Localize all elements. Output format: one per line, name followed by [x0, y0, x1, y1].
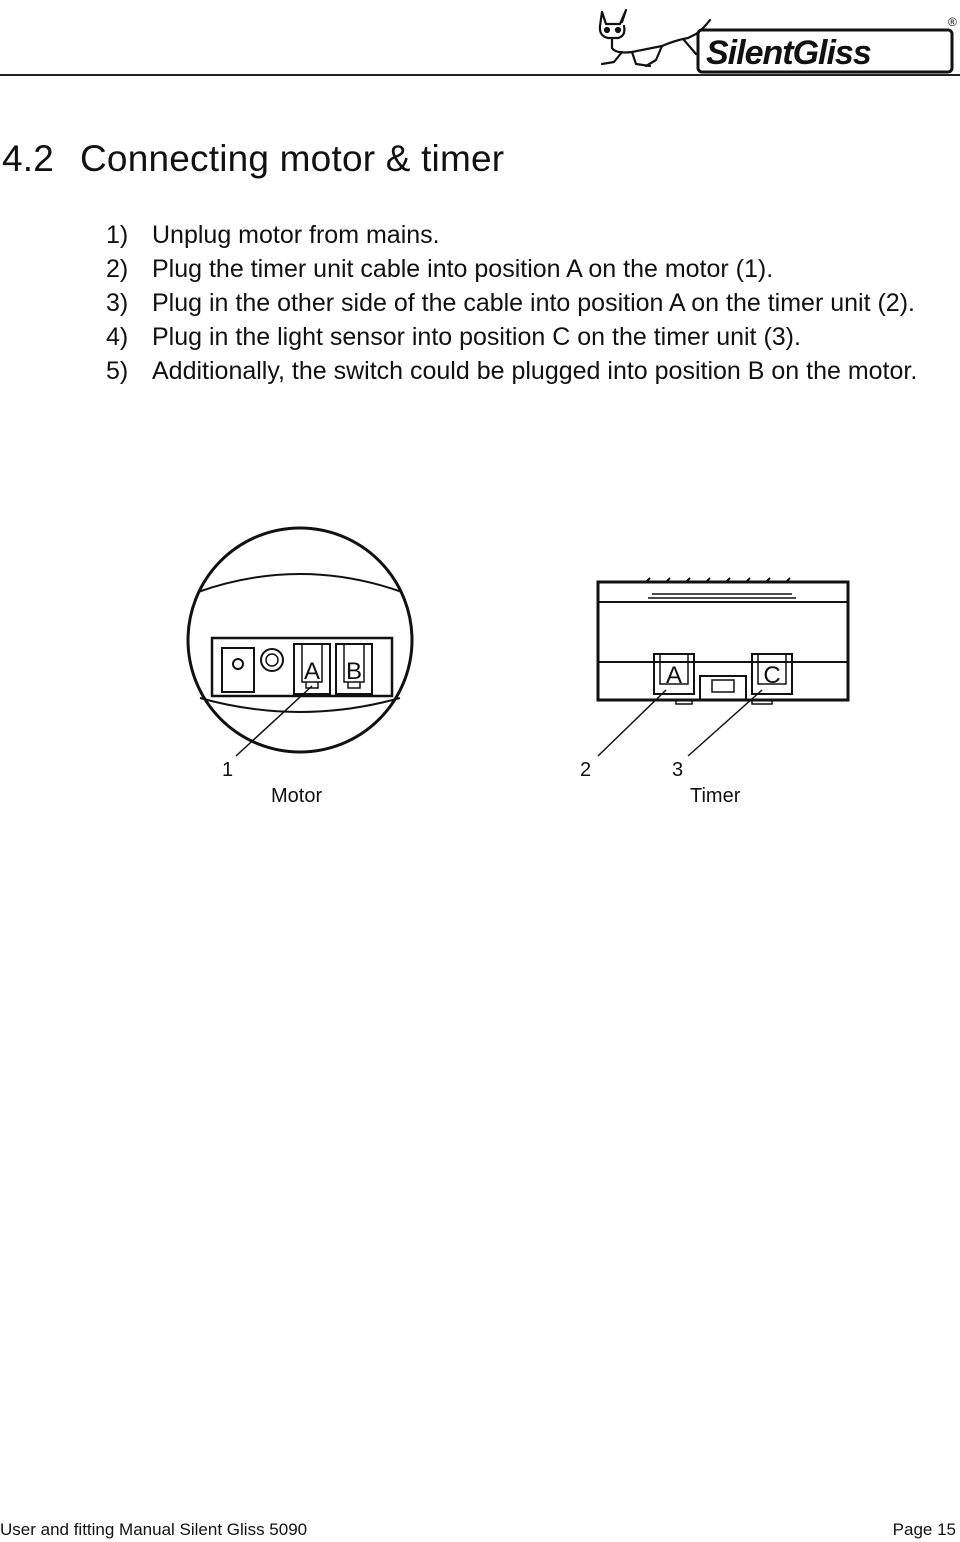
instruction-list: [106, 218, 956, 388]
step-number: 3): [106, 289, 129, 317]
motor-caption: Motor: [271, 785, 323, 807]
step-text: Plug in the other side of the cable into position A on the timer unit (2).: [152, 289, 915, 317]
timer-port-c-label: C: [763, 662, 781, 689]
step-text: Plug in the light sensor into position C on the timer unit (3).: [152, 323, 801, 351]
list-item: [106, 320, 956, 354]
timer-caption: Timer: [690, 785, 741, 807]
list-item: [106, 218, 956, 252]
connection-diagram: [0, 520, 960, 820]
footer-manual-title: User and fitting Manual Silent Gliss 5090: [0, 1520, 308, 1539]
motor-callout-number: 1: [222, 759, 234, 781]
step-text: Plug the timer unit cable into position A on the motor (1).: [152, 255, 774, 283]
step-number: 2): [106, 255, 129, 283]
timer-port-a-label: A: [665, 662, 683, 689]
diagram-drawing: [0, 520, 960, 820]
logo-text: SilentGliss: [706, 34, 871, 72]
step-text: Additionally, the switch could be plugged into position B on the motor.: [152, 357, 918, 385]
section-number: 4.2: [2, 138, 55, 179]
step-number: 4): [106, 323, 129, 351]
timer-callout-a-number: 2: [580, 759, 592, 781]
registered-mark: ®: [948, 15, 957, 29]
timer-illustration: [598, 578, 848, 756]
list-item: [106, 354, 956, 388]
step-number: 1): [106, 221, 129, 249]
motor-port-a-label: A: [303, 658, 321, 685]
logo-wordmark: [698, 30, 952, 72]
motor-port-b-label: B: [345, 658, 363, 685]
timer-callout-c-number: 3: [672, 759, 684, 781]
cat-mascot-icon: [600, 10, 710, 66]
step-text: Unplug motor from mains.: [152, 221, 440, 249]
section-title-text: Connecting motor & timer: [80, 138, 505, 179]
header-divider: [0, 74, 960, 76]
motor-illustration: [188, 528, 412, 756]
section-title: [2, 138, 504, 180]
step-number: 5): [106, 357, 129, 385]
list-item: [106, 252, 956, 286]
footer-page-number: Page 15: [892, 1520, 956, 1539]
silentgliss-logo: [592, 4, 960, 78]
list-item: [106, 286, 956, 320]
